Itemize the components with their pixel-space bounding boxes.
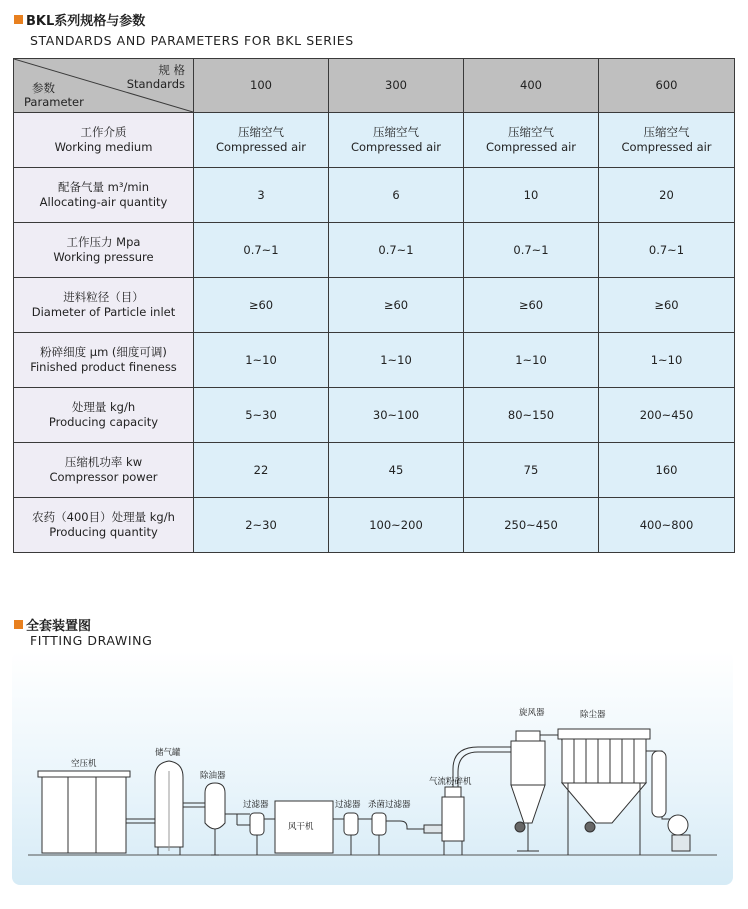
param-cn: 农药（400目）处理量 kg/h (32, 510, 175, 524)
value-cn: 压缩空气 (238, 125, 284, 139)
fitting-title-cn: 全套装置图 (26, 619, 92, 634)
parameter-cn: 参数 (32, 81, 55, 95)
value-cell: ≥60 (599, 278, 735, 333)
param-en: Diameter of Particle inlet (31, 305, 176, 319)
value-cell (464, 113, 599, 168)
param-cn: 粉碎细度 μm (细度可调) (40, 345, 167, 359)
param-cell (14, 168, 194, 223)
value-cell: 400~800 (599, 498, 735, 553)
label-filter-1: 过滤器 (243, 800, 269, 810)
value-cn: 压缩空气 (508, 125, 554, 139)
param-cn: 工作介质 (80, 125, 127, 139)
value-cell: 0.7~1 (194, 223, 329, 278)
jet-mill-icon (424, 787, 464, 855)
table-row (14, 168, 735, 223)
table-row (14, 278, 735, 333)
value-cn: 压缩空气 (373, 125, 419, 139)
value-cell (599, 113, 735, 168)
orange-square-icon (14, 15, 23, 24)
param-en: Working medium (54, 140, 153, 154)
spec-section-title (14, 10, 145, 29)
label-dryer: 风干机 (288, 822, 314, 832)
value-cell: 3 (194, 168, 329, 223)
model-header-400: 400 (464, 59, 599, 113)
label-jet-mill: 气流粉碎机 (429, 777, 472, 787)
param-en: Producing quantity (49, 525, 158, 539)
cyclone-icon (511, 731, 545, 851)
standards-cn: 规 格 (158, 63, 185, 77)
value-cell: 0.7~1 (599, 223, 735, 278)
value-cell: 45 (329, 443, 464, 498)
param-cn: 工作压力 Mpa (66, 235, 141, 249)
filter-1-icon (250, 813, 264, 855)
value-cell: 1~10 (464, 333, 599, 388)
value-cell: 20 (599, 168, 735, 223)
value-cell: 1~10 (329, 333, 464, 388)
label-compressor: 空压机 (71, 759, 97, 769)
value-cell: ≥60 (464, 278, 599, 333)
param-cn: 配备气量 m³/min (57, 180, 150, 194)
param-cell (14, 113, 194, 168)
param-en: Allocating-air quantity (39, 195, 168, 209)
param-cell (14, 443, 194, 498)
orange-square-icon (14, 620, 23, 629)
compressor-icon (38, 771, 130, 853)
value-en: Compressed air (621, 140, 712, 154)
value-en: Compressed air (485, 140, 577, 154)
table-row (14, 498, 735, 553)
value-cell: 250~450 (464, 498, 599, 553)
value-cell: 80~150 (464, 388, 599, 443)
param-en: Working pressure (53, 250, 154, 264)
label-filter-2: 过滤器 (335, 800, 361, 810)
value-cell: 22 (194, 443, 329, 498)
value-cell: 160 (599, 443, 735, 498)
param-cell (14, 223, 194, 278)
dust-collector-icon (558, 729, 650, 855)
table-header-row (14, 59, 735, 113)
value-en: Compressed air (350, 140, 442, 154)
parameter-label (24, 81, 84, 109)
table-row (14, 223, 735, 278)
model-header-600: 600 (599, 59, 735, 113)
standards-label (127, 63, 185, 91)
value-cell: 200~450 (599, 388, 735, 443)
value-cell: 10 (464, 168, 599, 223)
filter-2-icon (344, 813, 358, 855)
value-cell: 5~30 (194, 388, 329, 443)
label-sterile-filter: 杀菌过滤器 (368, 800, 411, 810)
value-cell (329, 113, 464, 168)
param-cell (14, 333, 194, 388)
fitting-drawing (12, 651, 733, 885)
fitting-section-title (14, 615, 91, 634)
value-cell: 30~100 (329, 388, 464, 443)
sterile-filter-icon (372, 813, 386, 855)
fitting-title-en: FITTING DRAWING (30, 633, 153, 648)
value-cell: ≥60 (329, 278, 464, 333)
model-header-100: 100 (194, 59, 329, 113)
label-cyclone: 旋风器 (519, 708, 545, 718)
parameter-en: Parameter (24, 95, 84, 109)
value-cell: ≥60 (194, 278, 329, 333)
model-header-300: 300 (329, 59, 464, 113)
value-cell: 2~30 (194, 498, 329, 553)
value-en: Compressed air (215, 140, 307, 154)
exhaust-stack-icon (652, 751, 690, 851)
param-en: Compressor power (49, 470, 158, 484)
spec-table (13, 58, 735, 553)
table-row (14, 333, 735, 388)
param-cell (14, 388, 194, 443)
standards-en: Standards (126, 77, 185, 91)
value-cell: 1~10 (599, 333, 735, 388)
param-cn: 处理量 kg/h (71, 400, 136, 414)
label-oil-remover: 除油器 (200, 771, 226, 781)
air-tank-icon (155, 761, 183, 855)
table-row (14, 443, 735, 498)
value-cell: 75 (464, 443, 599, 498)
param-cell (14, 498, 194, 553)
value-cell: 0.7~1 (464, 223, 599, 278)
label-air-tank: 储气罐 (155, 748, 181, 758)
value-cell: 1~10 (194, 333, 329, 388)
param-cell (14, 278, 194, 333)
param-cn: 进料粒径（目） (63, 290, 144, 304)
param-en: Producing capacity (48, 415, 159, 429)
oil-remover-icon (205, 783, 225, 855)
spec-title-cn: BKL系列规格与参数 (26, 14, 146, 29)
table-row (14, 388, 735, 443)
value-cn: 压缩空气 (643, 125, 690, 139)
param-en: Finished product fineness (30, 360, 177, 374)
value-cell (194, 113, 329, 168)
label-dust-collector: 除尘器 (580, 710, 606, 720)
spec-title-en: STANDARDS AND PARAMETERS FOR BKL SERIES (30, 33, 354, 48)
value-cell: 100~200 (329, 498, 464, 553)
param-cn: 压缩机功率 kw (64, 455, 143, 469)
header-corner-cell (14, 59, 194, 113)
value-cell: 6 (329, 168, 464, 223)
fitting-drawing-svg (12, 651, 733, 885)
table-row (14, 113, 735, 168)
value-cell: 0.7~1 (329, 223, 464, 278)
